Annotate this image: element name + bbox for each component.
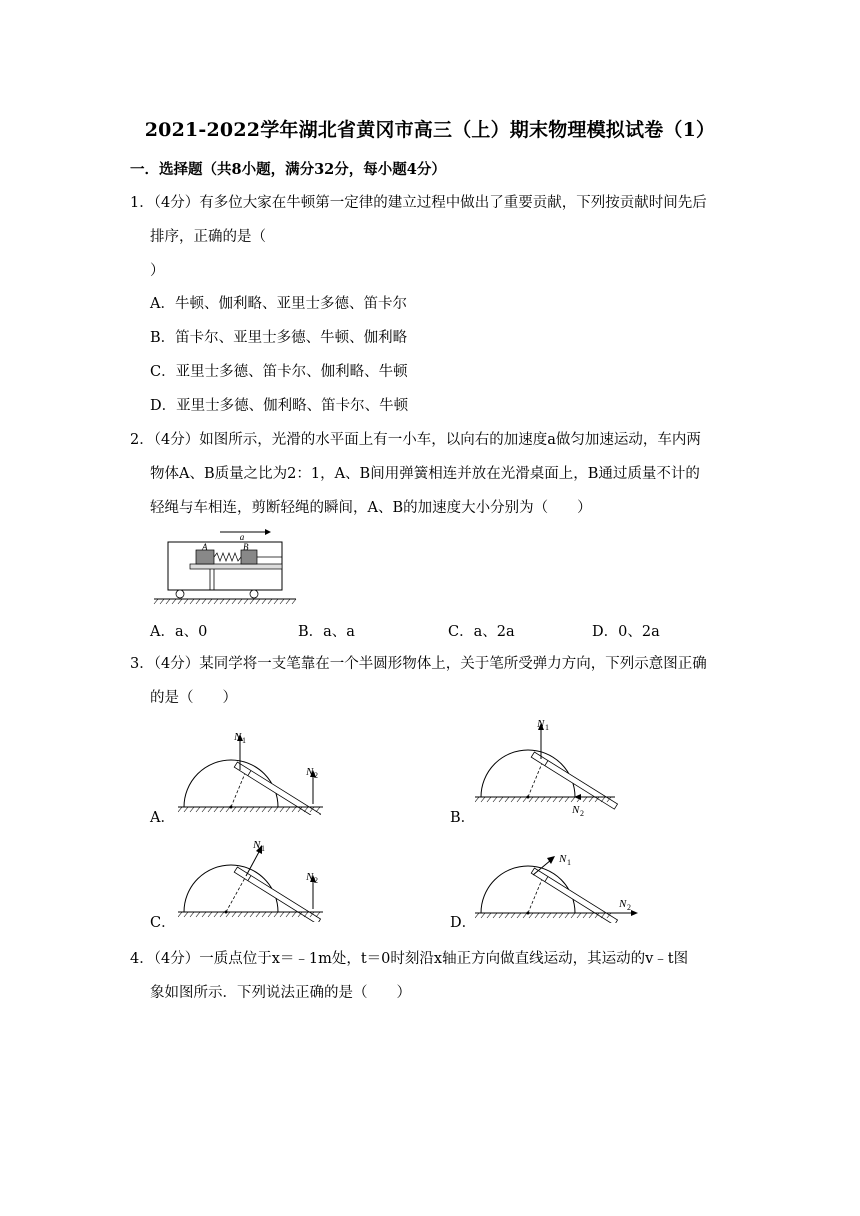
svg-text:N: N — [619, 898, 627, 910]
q1-line-1: 1．（4分）有多位大家在牛顿第一定律的建立过程中做出了重要贡献，下列按贡献时间先后 — [130, 195, 707, 211]
svg-text:1: 1 — [567, 858, 571, 867]
q1-line-2: 排序，正确的是（ — [150, 229, 266, 245]
q3-line-2: 的是（ ） — [150, 690, 237, 706]
q2-line-1: 2．（4分）如图所示，光滑的水平面上有一小车，以向右的加速度a做匀加速运动，车内两 — [130, 432, 701, 448]
q2-option-b: B．a、a — [298, 624, 355, 640]
svg-text:N: N — [306, 766, 314, 778]
page-title: 2021-2022学年湖北省黄冈市高三（上）期末物理模拟试卷（1） — [144, 119, 716, 141]
q2-option-d: D．0、2a — [592, 624, 660, 640]
q3-option-a-letter: A． — [150, 810, 175, 826]
q4-line-2: 象如图所示．下列说法正确的是（ ） — [150, 985, 411, 1001]
q1-option-a: A．牛顿、伽利略、亚里士多德、笛卡尔 — [150, 296, 407, 312]
q1-line-3: ） — [150, 263, 165, 279]
svg-text:N: N — [572, 804, 580, 816]
block-b-label: B — [243, 542, 249, 552]
svg-text:1: 1 — [545, 723, 549, 732]
q2-option-c: C．a、2a — [448, 624, 515, 640]
q2-option-a: A．a、0 — [150, 624, 208, 640]
svg-text:N: N — [234, 731, 242, 743]
svg-text:2: 2 — [627, 903, 631, 912]
svg-text:1: 1 — [261, 844, 265, 853]
block-a-label: A — [202, 542, 208, 552]
q3-option-d-letter: D． — [450, 915, 477, 931]
q2-cart-figure — [150, 526, 300, 606]
q4-line-1: 4．（4分）一质点位于x＝﹣1m处，t＝0时刻沿x轴正方向做直线运动，其运动的v﹣t图 — [130, 951, 689, 967]
svg-text:N: N — [306, 871, 314, 883]
svg-text:N: N — [537, 718, 545, 730]
q3-figure-c — [178, 832, 328, 922]
svg-text:2: 2 — [314, 876, 318, 885]
q2-line-2: 物体A、B质量之比为2：1，A、B间用弹簧相连并放在光滑桌面上，B通过质量不计的 — [150, 466, 700, 482]
q3-option-b-letter: B． — [450, 810, 476, 826]
accel-label: a — [239, 532, 245, 542]
q1-option-c: C．亚里士多德、笛卡尔、伽利略、牛顿 — [150, 364, 408, 380]
svg-text:1: 1 — [242, 736, 246, 745]
q1-option-b: B．笛卡尔、亚里士多德、牛顿、伽利略 — [150, 330, 408, 346]
q3-figure-b — [475, 712, 625, 817]
q3-option-c-letter: C． — [150, 915, 176, 931]
q3-figure-a — [178, 725, 328, 815]
svg-text:2: 2 — [314, 771, 318, 780]
svg-text:2: 2 — [580, 809, 584, 817]
q1-option-d: D．亚里士多德、伽利略、笛卡尔、牛顿 — [150, 398, 409, 414]
section-heading: 一．选择题（共8小题，满分32分，每小题4分） — [130, 161, 446, 178]
svg-text:N: N — [253, 839, 261, 851]
q3-figure-d — [475, 838, 645, 923]
q3-line-1: 3．（4分）某同学将一支笔靠在一个半圆形物体上，关于笔所受弹力方向，下列示意图正确 — [130, 656, 707, 672]
q2-line-3: 轻绳与车相连，剪断轻绳的瞬间，A、B的加速度大小分别为（ ） — [150, 500, 592, 516]
svg-text:N: N — [559, 853, 567, 865]
